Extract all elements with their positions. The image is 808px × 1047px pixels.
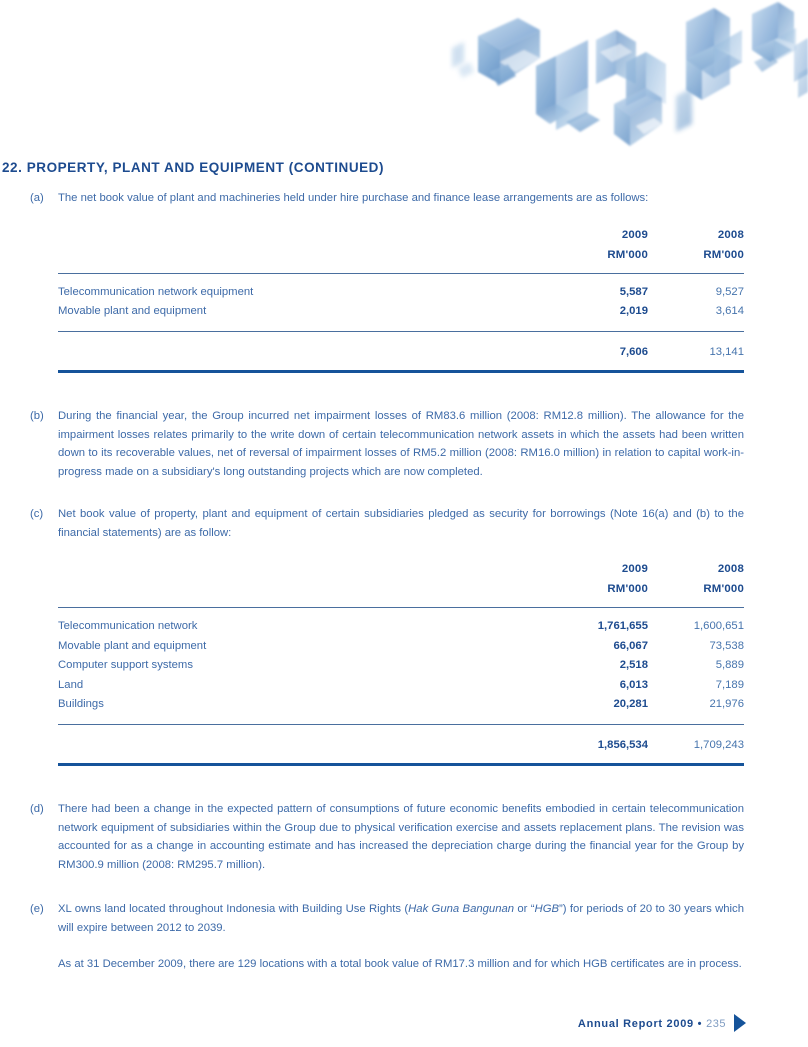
table-c-header-units — [58, 576, 744, 607]
table-a-row-0-2009: 5,587 — [619, 285, 648, 298]
table-c-row-1-2008: 73,538 — [709, 639, 744, 652]
clause-c-text: Net book value of property, plant and equipment of certain subsidiaries pledged as security for borrowings (Note 16(a) and (b) to the financial statements) are as follow: — [58, 508, 744, 539]
page-title: 22. PROPERTY, PLANT AND EQUIPMENT (CONTINUED) — [2, 160, 385, 175]
table-a-header-2008: 2008 — [717, 228, 744, 241]
table-a-row-0-label: Telecommunication network equipment — [58, 285, 254, 298]
table-c-total-2008: 1,709,243 — [693, 738, 744, 751]
page-footer — [0, 1009, 808, 1033]
footer-page-number: 235 — [706, 1017, 726, 1030]
table-a-row-1-2008: 3,614 — [715, 305, 744, 317]
table-c-header-years — [58, 556, 744, 576]
table-row — [58, 656, 744, 676]
table-c-row-4-label: Buildings — [58, 698, 104, 710]
clause-a — [0, 189, 808, 208]
table-a-header-blank — [58, 222, 540, 242]
table-c-row-2-label: Computer support systems — [58, 659, 193, 671]
clause-e-text-paragraph-1 — [58, 900, 744, 937]
table-c-unit-2009: RM'000 — [607, 583, 648, 595]
clause-e-part1: XL owns land located throughout Indonesia with Building Use Rights ( — [58, 903, 409, 915]
table-a — [58, 222, 744, 374]
table-c-total-2009: 1,856,534 — [597, 738, 648, 751]
next-page-arrow-icon — [734, 1014, 746, 1032]
table-a-unit-2008: RM'000 — [703, 248, 744, 261]
table-a-total-label — [58, 332, 540, 370]
table-a-total-row — [58, 332, 744, 370]
clause-a-marker: (a) — [30, 192, 44, 204]
table-a-unit-2009: RM'000 — [607, 248, 648, 261]
table-c-header-blank — [58, 556, 540, 576]
table-row — [58, 302, 744, 331]
table-a-total-2009: 7,606 — [619, 345, 648, 358]
footer-report-label: Annual Report 2009 • — [577, 1017, 703, 1030]
table-a-row-1-2009: 2,019 — [619, 305, 648, 317]
table-a-total-2008: 13,141 — [709, 345, 744, 358]
clause-b — [0, 407, 808, 481]
clause-e — [0, 900, 808, 974]
clause-e-text-paragraph-2: As at 31 December 2009, there are 129 locations with a total book value of RM17.3 million and for which HGB certificates are in process. — [58, 958, 742, 970]
clause-a-text: The net book value of plant and machineries held under hire purchase and finance lease arrangements are as follows: — [58, 192, 649, 204]
table-c-row-3-2008: 7,189 — [715, 678, 744, 691]
table-row — [58, 274, 744, 303]
table-c-row-1-label: Movable plant and equipment — [58, 639, 207, 652]
table-c-row-0-2008: 1,600,651 — [693, 620, 744, 632]
clause-e-italic-hgb: HGB — [534, 903, 560, 915]
table-a-header-2009: 2009 — [621, 228, 648, 241]
table-c-row-1-2009: 66,067 — [613, 639, 648, 652]
clause-d-text: There had been a change in the expected pattern of consumptions of future economic benefits embodied in certain telecommunication network equipment of subsidiaries within the Group due to physical verification exercise and assets replacement plans. The revision was accounted for as a change in accounting estimate and has increased the depreciation charge during the financial year for the Group by RM300.9 million (2008: RM295.7 million). — [58, 803, 744, 871]
table-c-header-2008: 2008 — [717, 563, 744, 575]
table-a-header-units — [58, 242, 744, 273]
clause-c — [0, 505, 808, 542]
table-row — [58, 637, 744, 657]
clause-d-marker: (d) — [30, 803, 44, 815]
table-c-unit-blank — [58, 576, 540, 607]
table-c-header-2009: 2009 — [621, 563, 648, 575]
table-c-total-row — [58, 725, 744, 763]
clause-e-part2: or “ — [514, 903, 535, 915]
table-a-wrapper — [0, 222, 808, 374]
document-content — [0, 160, 808, 974]
footer-content — [578, 1014, 746, 1033]
table-c — [58, 556, 744, 766]
clause-e-marker: (e) — [30, 903, 44, 915]
clause-b-text: During the financial year, the Group incurred net impairment losses of RM83.6 million (2008: RM12.8 million). The allowance for the impairment losses relates primarily to the write down of certain telecommunication network assets in which the assets had been written down to its recoverable values, net of reversal of impairment losses of RM5.2 million (2008: RM16.0 million) in relation to capital work-in-progress made on a subsidiary's long outstanding projects which are now completed. — [58, 410, 744, 478]
table-c-row-0-2009: 1,761,655 — [597, 620, 648, 632]
table-row — [58, 676, 744, 696]
table-a-row-0-2008: 9,527 — [715, 285, 744, 298]
table-c-row-4-2008: 21,976 — [709, 698, 744, 710]
table-c-wrapper — [0, 556, 808, 766]
clause-b-marker: (b) — [30, 410, 44, 422]
clause-e-part3: ”) for periods of 20 to 30 years which will expire between 2012 to 2039. — [58, 903, 744, 934]
clause-c-marker: (c) — [30, 508, 44, 520]
table-c-row-2-2008: 5,889 — [715, 659, 744, 671]
header-decorative-graphic — [430, 0, 808, 158]
table-a-header-years — [58, 222, 744, 242]
clause-d — [0, 800, 808, 874]
clause-e-italic-hak-guna-bangunan: Hak Guna Bangunan — [408, 903, 515, 915]
table-c-row-0-label: Telecommunication network — [58, 620, 198, 632]
table-c-unit-2008: RM'000 — [703, 583, 744, 595]
table-c-row-4-2009: 20,281 — [613, 698, 648, 710]
table-a-unit-blank — [58, 242, 540, 273]
table-c-row-3-label: Land — [58, 678, 84, 691]
table-c-total-label — [58, 725, 540, 763]
table-row — [58, 695, 744, 724]
table-row — [58, 608, 744, 637]
table-c-row-3-2009: 6,013 — [619, 678, 648, 691]
table-a-row-1-label: Movable plant and equipment — [58, 305, 207, 317]
table-c-row-2-2009: 2,518 — [619, 659, 648, 671]
